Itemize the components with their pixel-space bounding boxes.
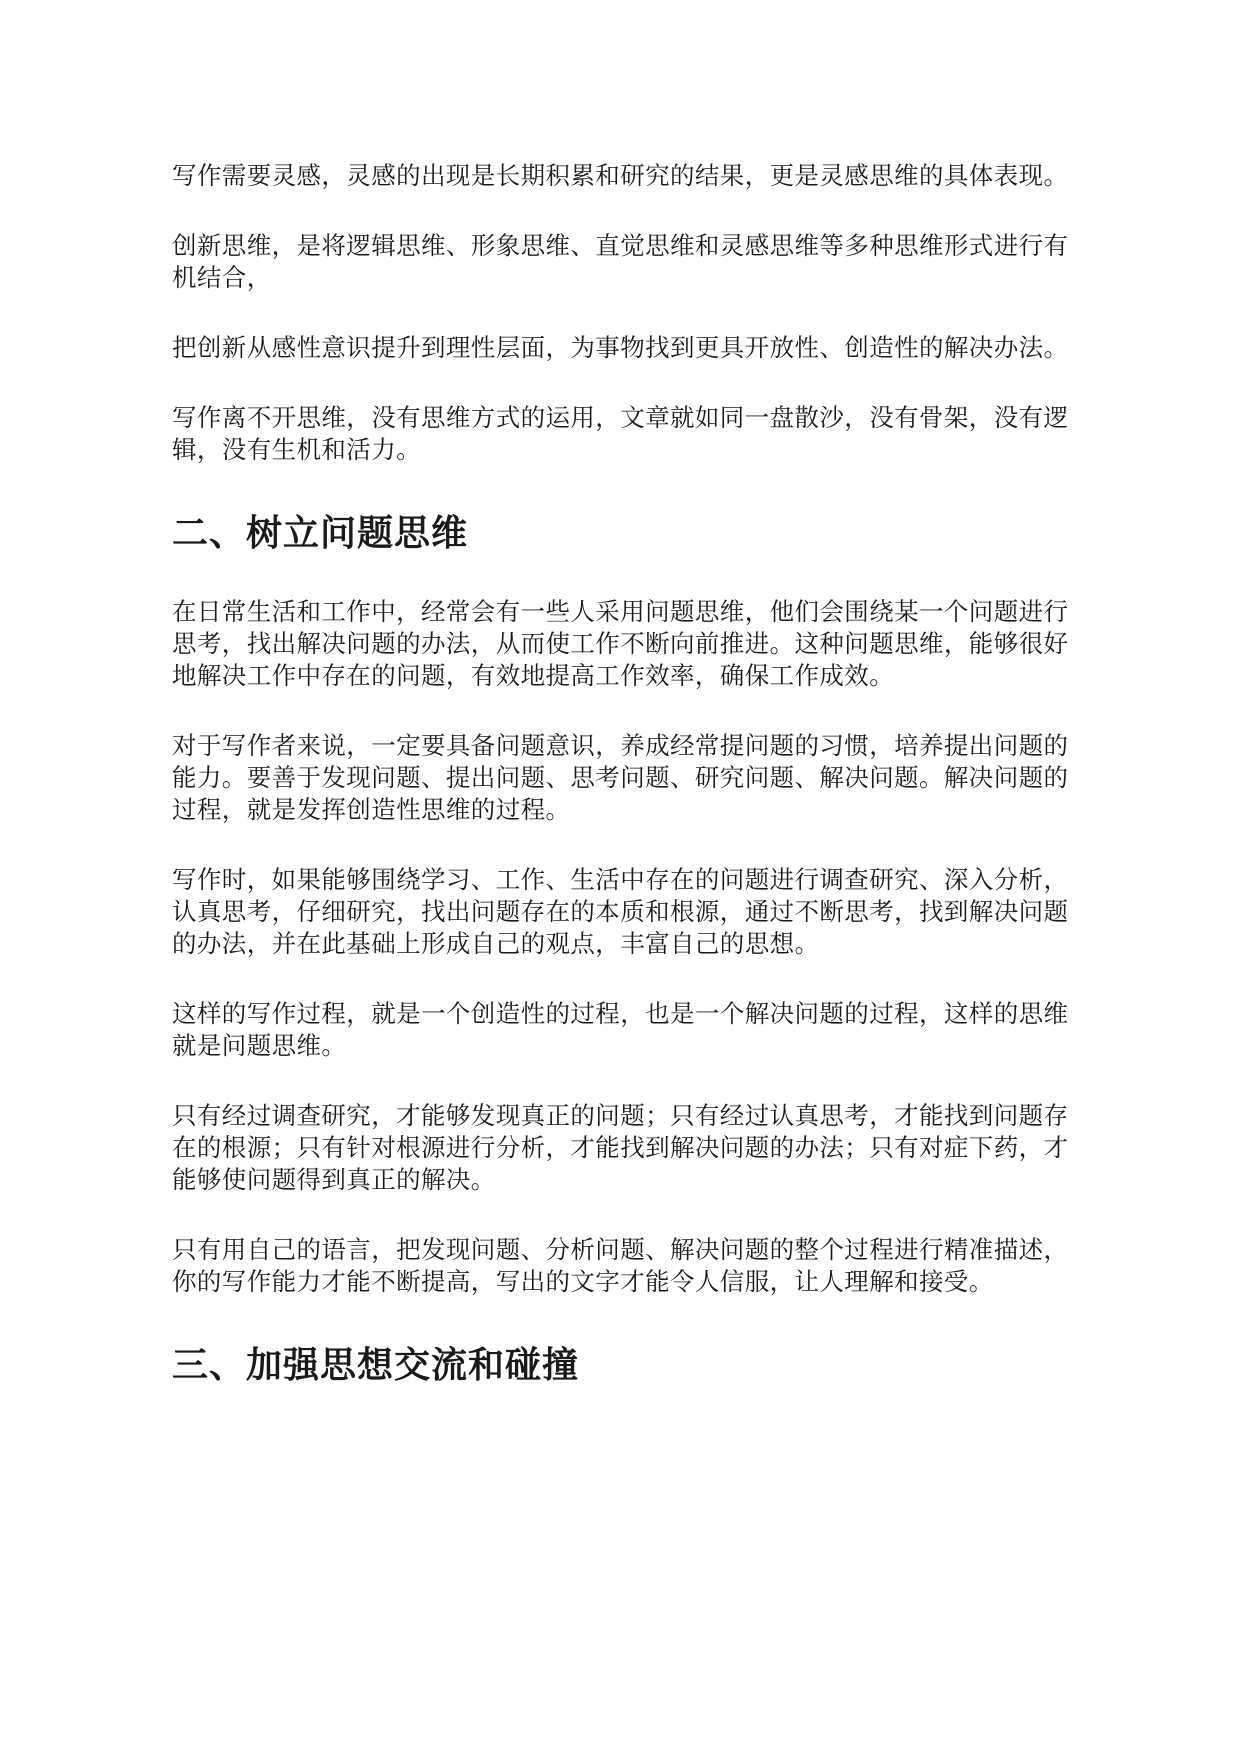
paragraph: 把创新从感性意识提升到理性层面，为事物找到更具开放性、创造性的解决办法。 (172, 333, 1069, 362)
document-page (172, 160, 1092, 1428)
paragraph: 写作需要灵感，灵感的出现是长期积累和研究的结果，更是灵感思维的具体表现。 (172, 161, 1069, 190)
paragraph: 写作离不开思维，没有思维方式的运用，文章就如同一盘散沙，没有骨架，没有逻辑，没有生机和活力。 (172, 403, 1069, 464)
section-heading: 三、加强思想交流和碰撞 (172, 1345, 580, 1386)
paragraph: 对于写作者来说，一定要具备问题意识，养成经常提问题的习惯，培养提出问题的能力。要善于发现问题、提出问题、思考问题、研究问题、解决问题。解决问题的过程，就是发挥创造性思维的过程。 (172, 731, 1069, 824)
paragraph: 写作时，如果能够围绕学习、工作、生活中存在的问题进行调查研究、深入分析，认真思考，仔细研究，找出问题存在的本质和根源，通过不断思考，找到解决问题的办法，并在此基础上形成自己的观点，丰富自己的思想。 (172, 865, 1069, 958)
paragraph: 只有经过调查研究，才能够发现真正的问题；只有经过认真思考，才能找到问题存在的根源；只有针对根源进行分析，才能找到解决问题的办法；只有对症下药，才能够使问题得到真正的解决。 (172, 1101, 1069, 1194)
section-heading: 二、树立问题思维 (172, 513, 469, 554)
paragraph: 这样的写作过程，就是一个创造性的过程，也是一个解决问题的过程，这样的思维就是问题思维。 (172, 999, 1069, 1060)
paragraph: 创新思维，是将逻辑思维、形象思维、直觉思维和灵感思维等多种思维形式进行有机结合， (172, 231, 1069, 292)
paragraph: 只有用自己的语言，把发现问题、分析问题、解决问题的整个过程进行精准描述，你的写作能力才能不断提高，写出的文字才能令人信服，让人理解和接受。 (172, 1235, 1069, 1296)
paragraph: 在日常生活和工作中，经常会有一些人采用问题思维，他们会围绕某一个问题进行思考，找出解决问题的办法，从而使工作不断向前推进。这种问题思维，能够很好地解决工作中存在的问题，有效地提高工作效率，确保工作成效。 (172, 597, 1069, 690)
